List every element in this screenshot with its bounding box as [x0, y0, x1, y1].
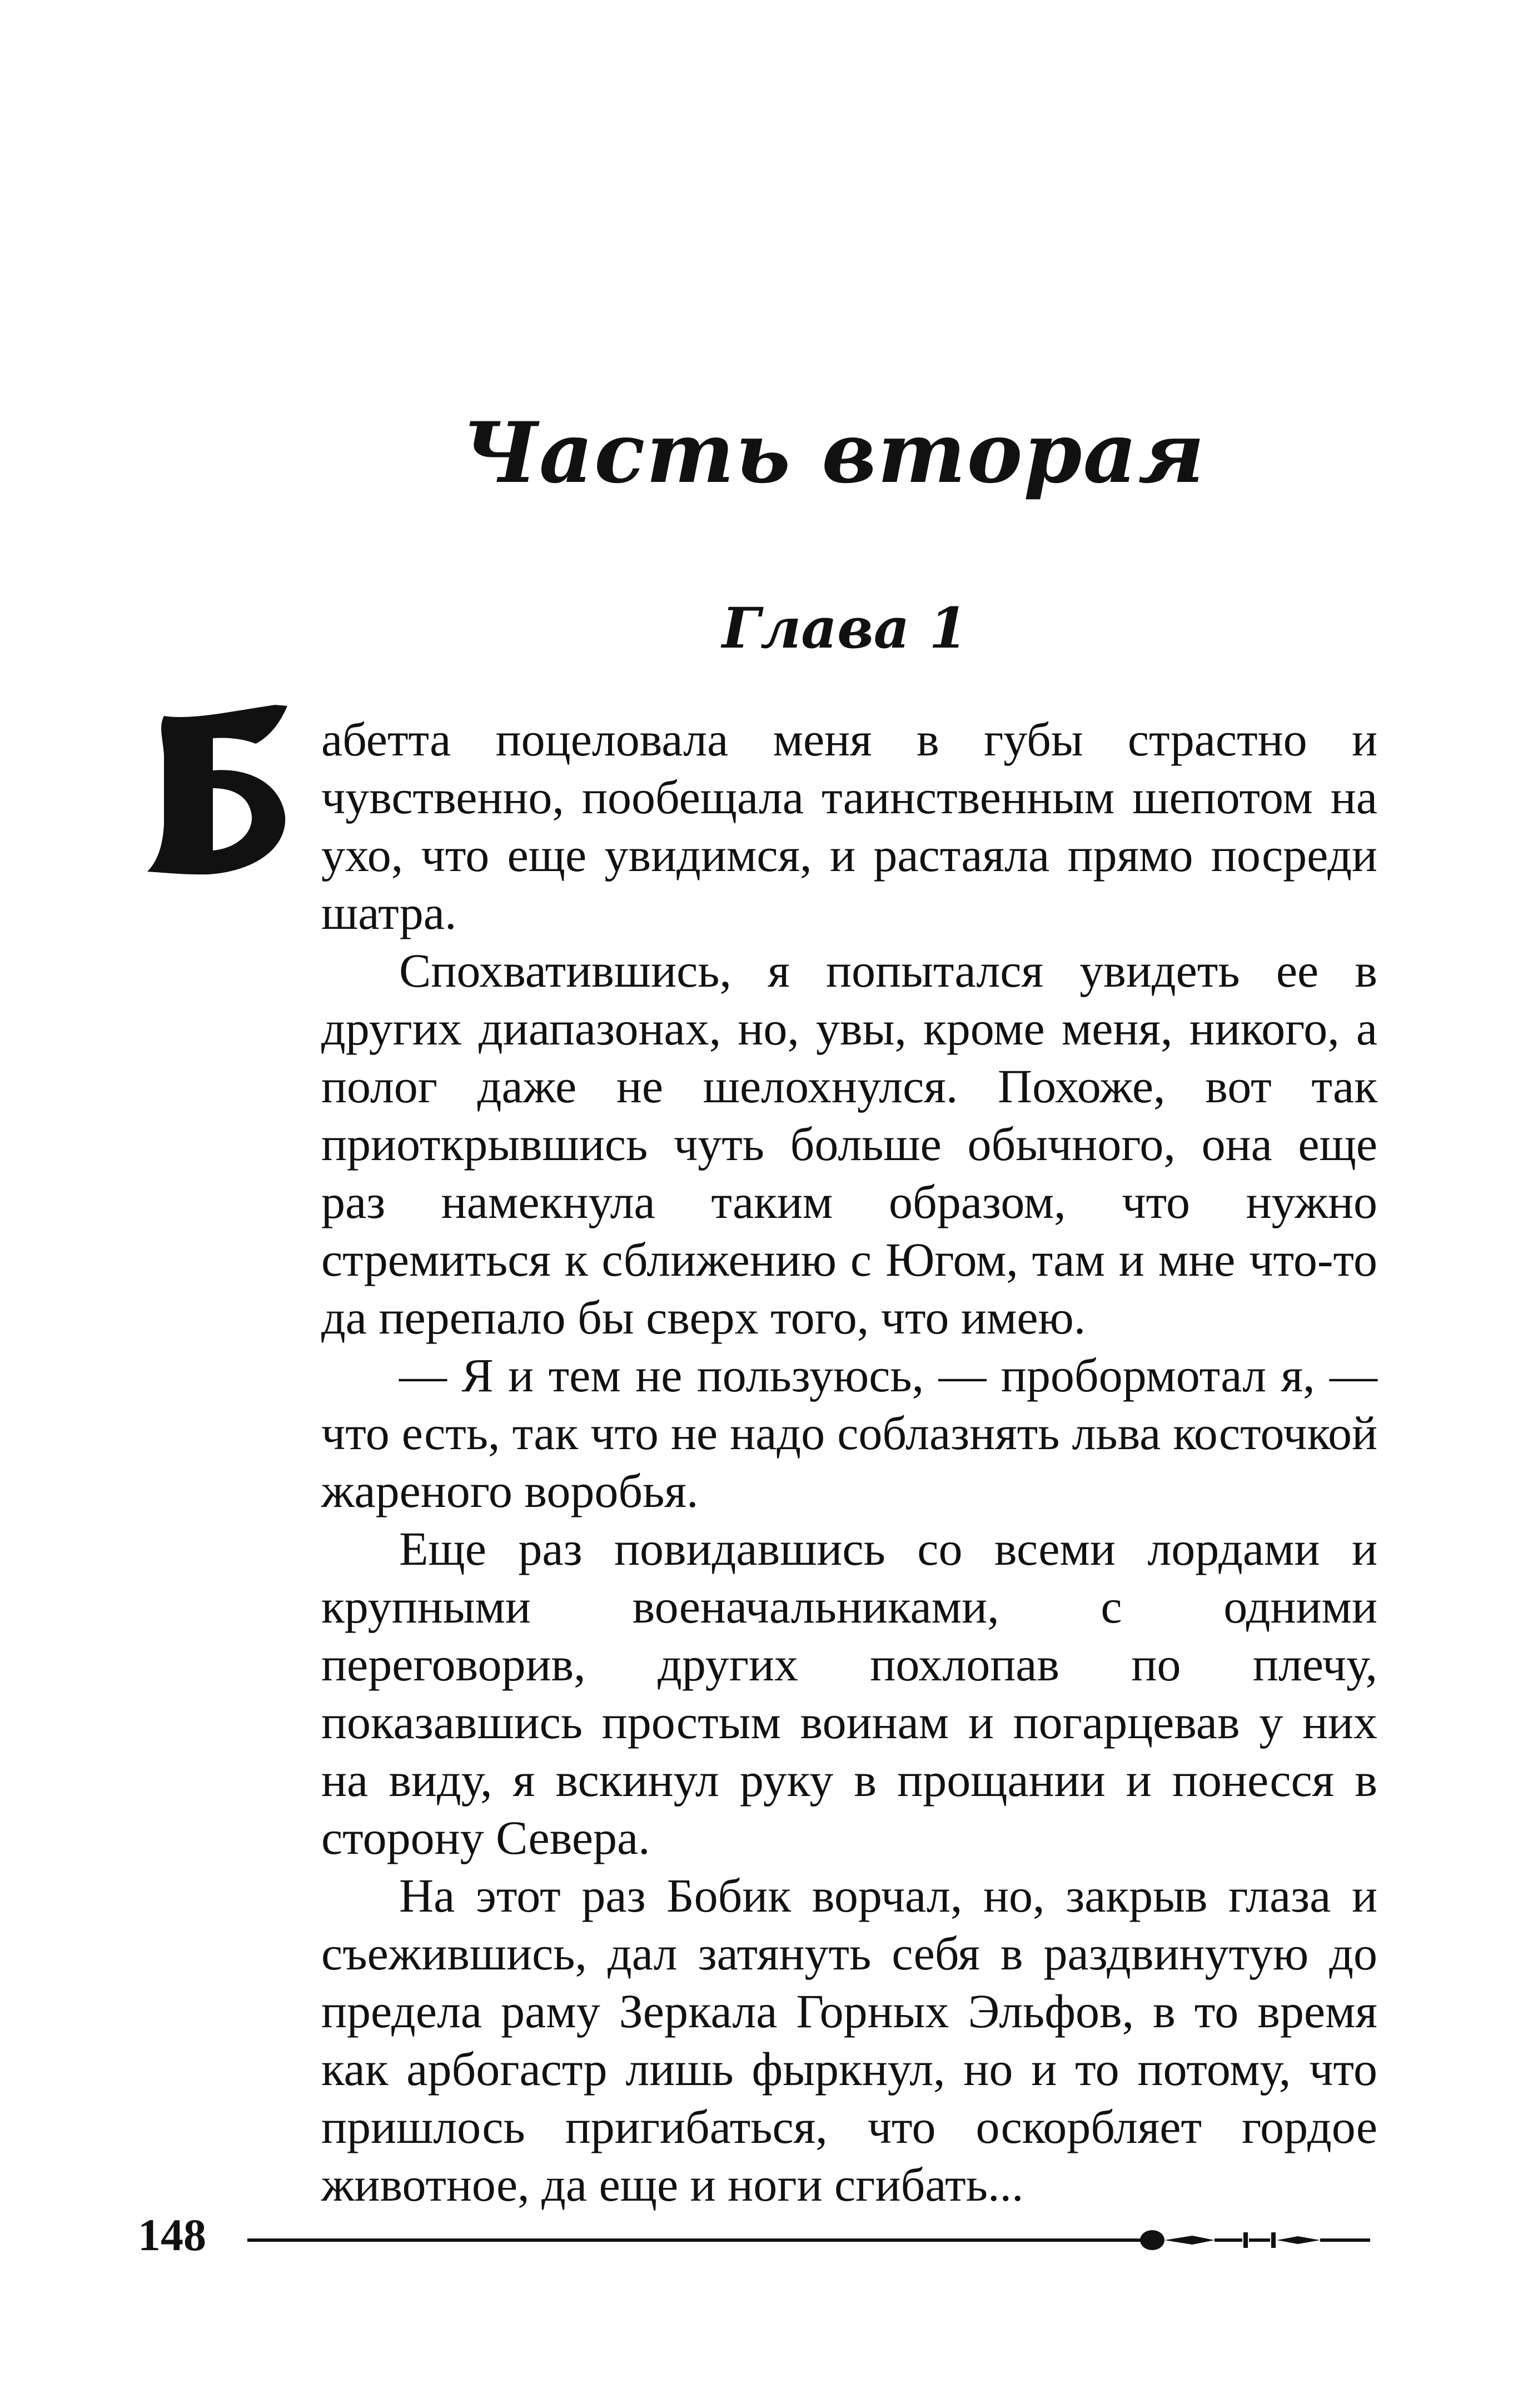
- page-number: 148: [138, 2210, 206, 2260]
- paragraph: абетта поцеловала меня в губы страстно и чувственно, пообещала таинственным шепотом на ухо, что еще увидимся, и растаяла прямо посреди шатра.: [321, 713, 1377, 939]
- paragraph: Спохватившись, я попытался увидеть ее в других диапазонах, но, увы, кроме меня, никого, а полог даже не шелохнулся. Похоже, вот так приоткрывшись чуть больше обычного, она еще раз намекнула таким образом, что нужно стремиться к сближению с Югом, там и мне что-то да перепало бы сверх того, что имею.: [321, 944, 1377, 1344]
- paragraph: Еще раз повидавшись со всеми лордами и крупными военачальниками, с одними переговорив, других похлопав по плечу, показавшись простым воинам и погарцевав у них на виду, я вскинул руку в прощании и понесся в сторону Севера.: [321, 1522, 1377, 1864]
- part-title: Часть вторая: [461, 404, 1206, 502]
- chapter-body: [321, 710, 1377, 2213]
- footer-ornament-rule: [247, 2223, 1370, 2257]
- chapter-title: Глава 1: [722, 595, 968, 661]
- paragraph: На этот раз Бобик ворчал, но, закрыв глаза и съежившись, дал затянуть себя в раздвинутую до предела раму Зеркала Горных Эльфов, в то время как арбогастр лишь фыркнул, но и то потому, что пришлось пригибаться, что оскорбляет гордое животное, да еще и ноги сгибать...: [321, 1869, 1377, 2211]
- drop-cap: [142, 705, 292, 877]
- drop-cap-glyph: [147, 705, 287, 874]
- paragraph: — Я и тем не пользуюсь, — пробормотал я, — что есть, так что не надо соблазнять льва косточкой жареного воробья.: [321, 1349, 1377, 1518]
